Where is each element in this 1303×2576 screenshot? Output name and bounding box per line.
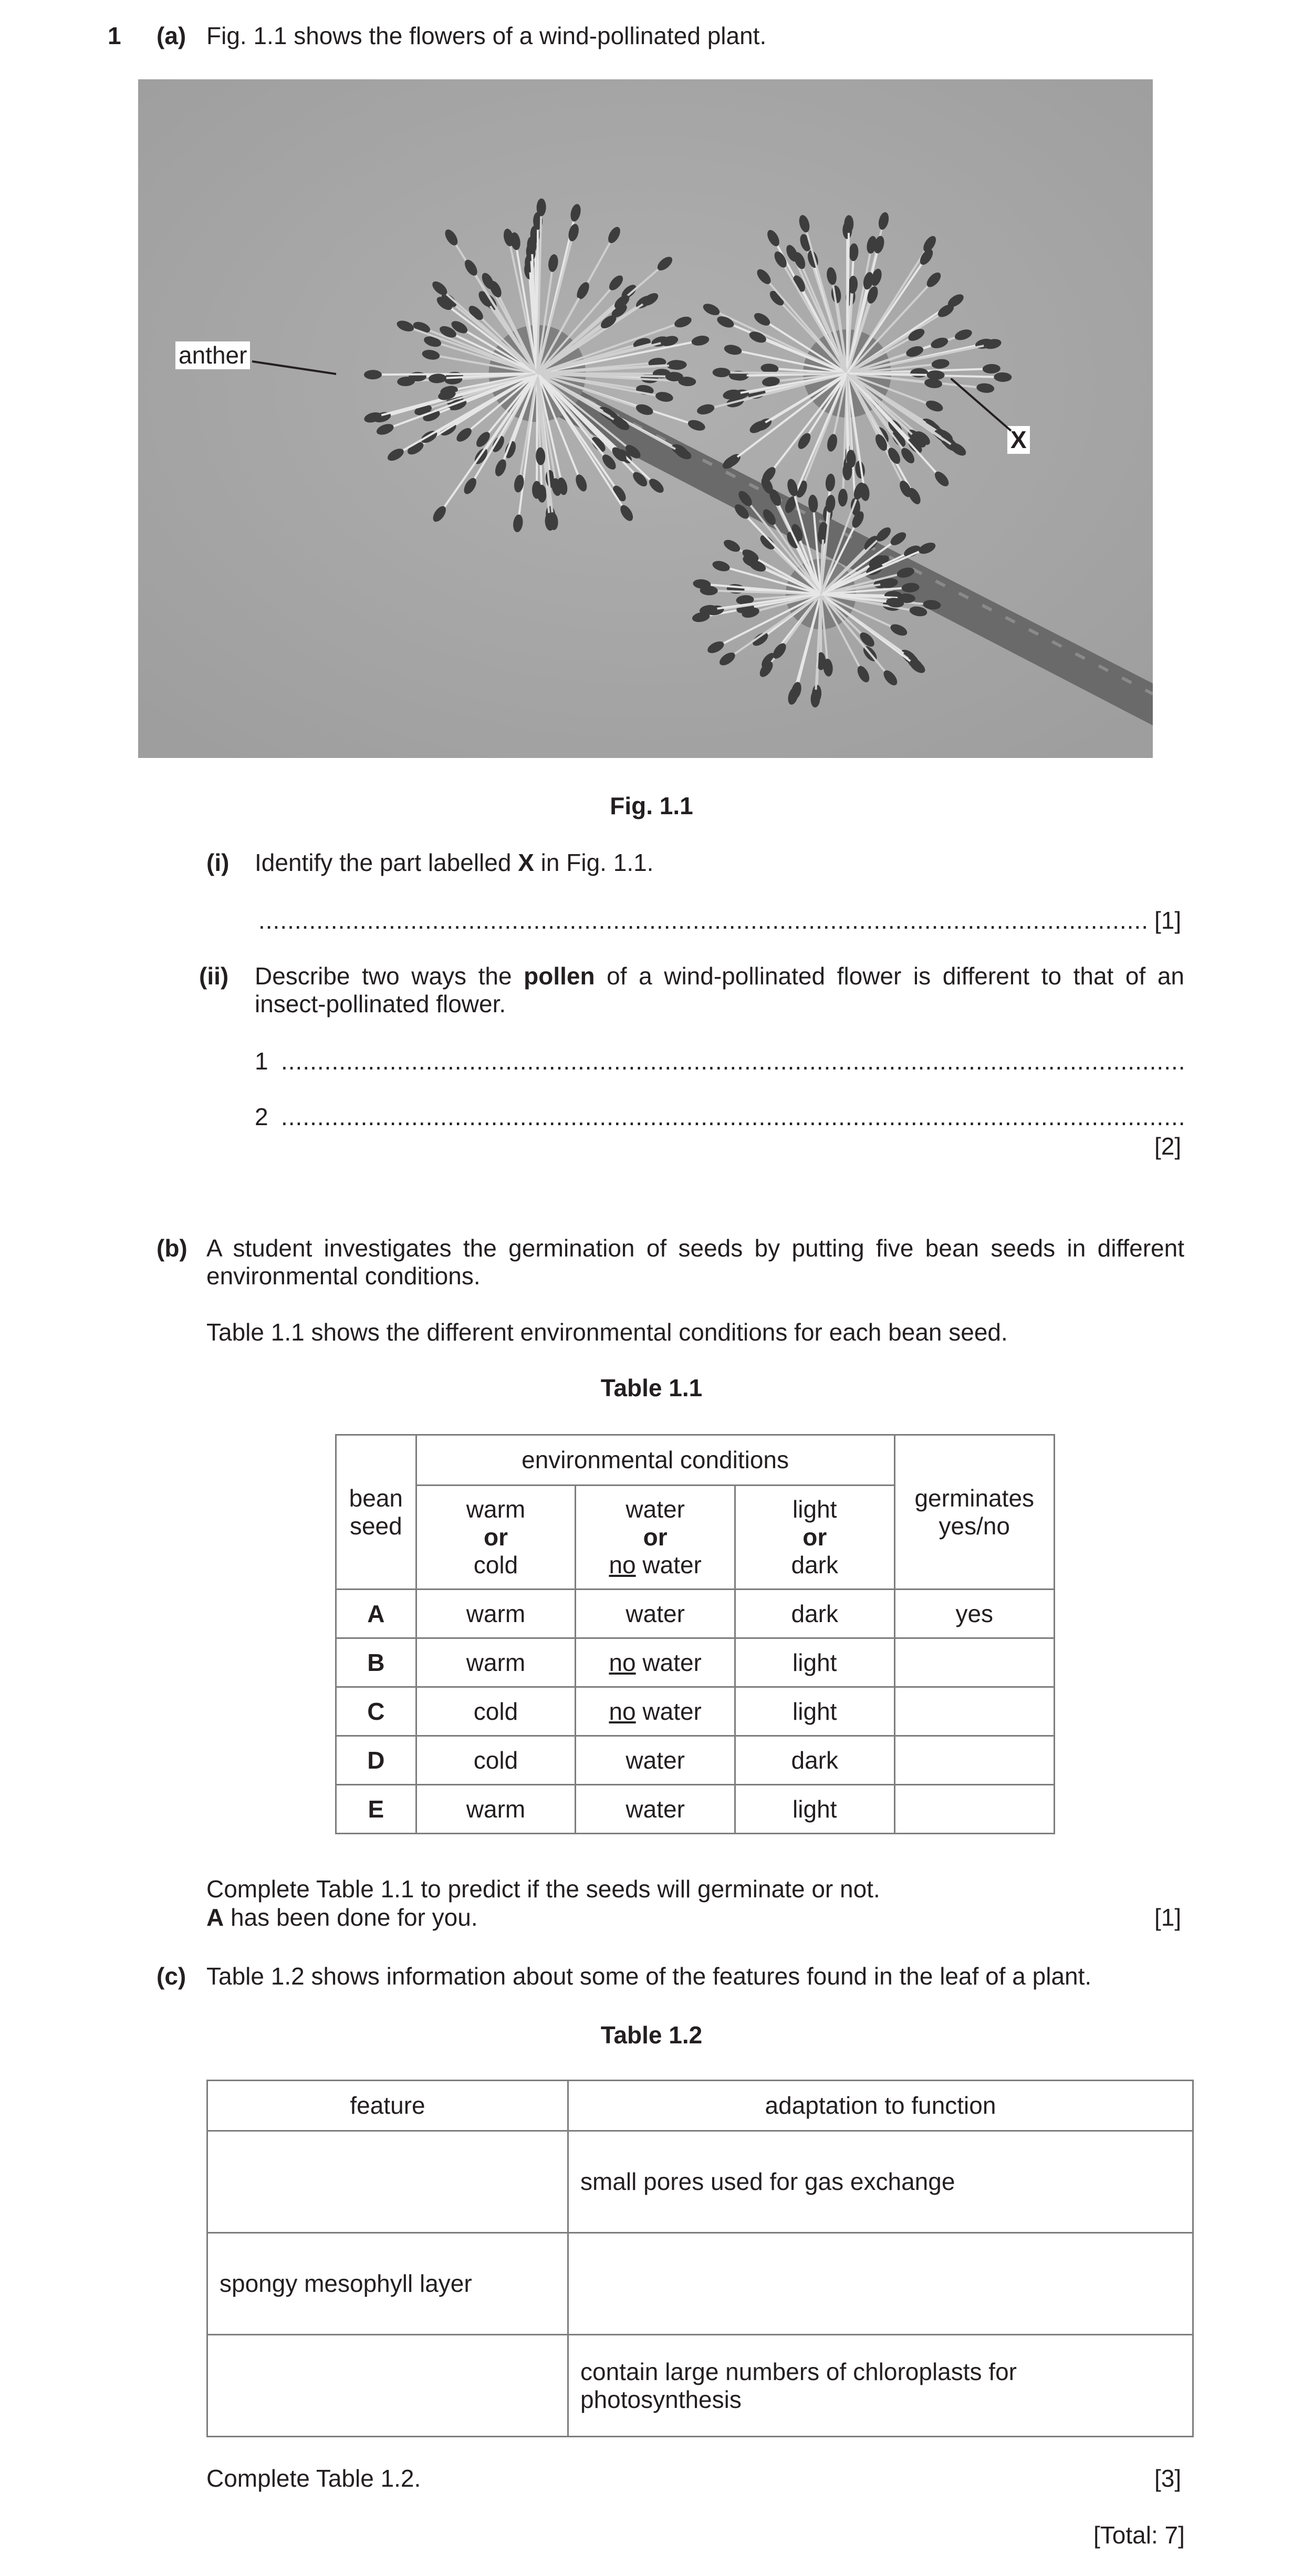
table-row — [336, 1590, 1055, 1638]
table-row — [336, 1785, 1055, 1834]
cell-temp: warm — [416, 1785, 576, 1834]
total-marks: [Total: 7] — [1093, 2521, 1185, 2549]
table-1-2-title: Table 1.2 — [600, 2021, 703, 2049]
header-water: water or no water — [576, 1486, 735, 1590]
answer-number-2: 2 — [255, 1103, 268, 1130]
marks-b: [1] — [1154, 1904, 1182, 1931]
table-row — [336, 1638, 1055, 1687]
cell-temp: cold — [416, 1687, 576, 1736]
cell-temp: cold — [416, 1736, 576, 1785]
cell-seed: E — [336, 1785, 416, 1834]
cell-light: light — [735, 1687, 895, 1736]
header-environmental-conditions: environmental conditions — [416, 1435, 894, 1486]
sub-ii-question: Describe two ways the pollen of a wind-pollinated flower is different to that of an insect-pollinated flower. — [255, 962, 1184, 1017]
cell-water: no water — [576, 1638, 735, 1687]
cell-adaptation-input[interactable] — [568, 2233, 1193, 2335]
table-row — [207, 2335, 1193, 2437]
cell-water: water — [576, 1590, 735, 1638]
part-b-instruction-line1: Complete Table 1.1 to predict if the seeds will germinate or not. — [206, 1875, 880, 1903]
header-germinates: germinates yes/no — [894, 1435, 1055, 1590]
part-a-intro: Fig. 1.1 shows the flowers of a wind-pollinated plant. — [206, 22, 767, 49]
answer-line-ii-2[interactable] — [281, 1103, 1184, 1131]
cell-germinates: yes — [894, 1590, 1055, 1638]
answer-line-ii-1[interactable] — [281, 1047, 1184, 1075]
cell-temp: warm — [416, 1590, 576, 1638]
answer-number-1: 1 — [255, 1047, 268, 1075]
table-row — [336, 1687, 1055, 1736]
cell-adaptation: contain large numbers of chloroplasts for photosynthesis — [568, 2335, 1193, 2437]
label-anther: anther — [175, 341, 250, 369]
part-c-instruction: Complete Table 1.2. — [206, 2465, 421, 2492]
cell-light: dark — [735, 1590, 895, 1638]
header-feature: feature — [207, 2081, 568, 2131]
cell-water: no water — [576, 1687, 735, 1736]
figure-caption: Fig. 1.1 — [610, 792, 693, 819]
cell-temp: warm — [416, 1638, 576, 1687]
header-bean-seed: bean seed — [336, 1435, 416, 1590]
cell-light: dark — [735, 1736, 895, 1785]
cell-light: light — [735, 1638, 895, 1687]
part-b-label: (b) — [157, 1234, 187, 1262]
table-row — [336, 1736, 1055, 1785]
cell-germinates-input[interactable] — [894, 1736, 1055, 1785]
x-leader-line — [951, 378, 1019, 436]
cell-water: water — [576, 1736, 735, 1785]
part-b-instruction-line2: A has been done for you. — [206, 1904, 478, 1931]
table-1-2 — [206, 2080, 1194, 2437]
header-light: light or dark — [735, 1486, 895, 1590]
part-b-intro: A student investigates the germination of seeds by putting five bean seeds in different environmental conditions. — [206, 1234, 1184, 1290]
part-c-intro: Table 1.2 shows information about some of the features found in the leaf of a plant. — [206, 1962, 1092, 1990]
cell-feature-input[interactable] — [207, 2131, 568, 2233]
table-1-1-title: Table 1.1 — [600, 1374, 703, 1401]
cell-germinates-input[interactable] — [894, 1638, 1055, 1687]
cell-feature-input[interactable] — [207, 2335, 568, 2437]
marks-ii: [2] — [1154, 1133, 1182, 1160]
header-adaptation: adaptation to function — [568, 2081, 1193, 2131]
cell-seed: C — [336, 1687, 416, 1736]
part-b-table-intro: Table 1.1 shows the different environmental conditions for each bean seed. — [206, 1318, 1008, 1346]
cell-germinates-input[interactable] — [894, 1785, 1055, 1834]
answer-line-i[interactable] — [258, 907, 1146, 934]
sub-i-label: (i) — [206, 849, 230, 876]
cell-adaptation: small pores used for gas exchange — [568, 2131, 1193, 2233]
table-row — [207, 2233, 1193, 2335]
marks-i: [1] — [1154, 907, 1182, 934]
table-1-1 — [335, 1434, 1055, 1834]
cell-seed: A — [336, 1590, 416, 1638]
label-x: X — [1007, 426, 1030, 454]
cell-water: water — [576, 1785, 735, 1834]
header-temperature: warm or cold — [416, 1486, 576, 1590]
table-row — [207, 2131, 1193, 2233]
sub-ii-label: (ii) — [199, 962, 229, 990]
cell-seed: B — [336, 1638, 416, 1687]
cell-germinates-input[interactable] — [894, 1687, 1055, 1736]
sub-i-question: Identify the part labelled X in Fig. 1.1. — [255, 849, 654, 876]
question-number: 1 — [108, 22, 121, 49]
cell-light: light — [735, 1785, 895, 1834]
anther-leader-line — [252, 347, 368, 378]
marks-c: [3] — [1154, 2465, 1182, 2492]
part-a-label: (a) — [157, 22, 186, 49]
cell-feature: spongy mesophyll layer — [207, 2233, 568, 2335]
part-c-label: (c) — [157, 1962, 186, 1990]
cell-seed: D — [336, 1736, 416, 1785]
